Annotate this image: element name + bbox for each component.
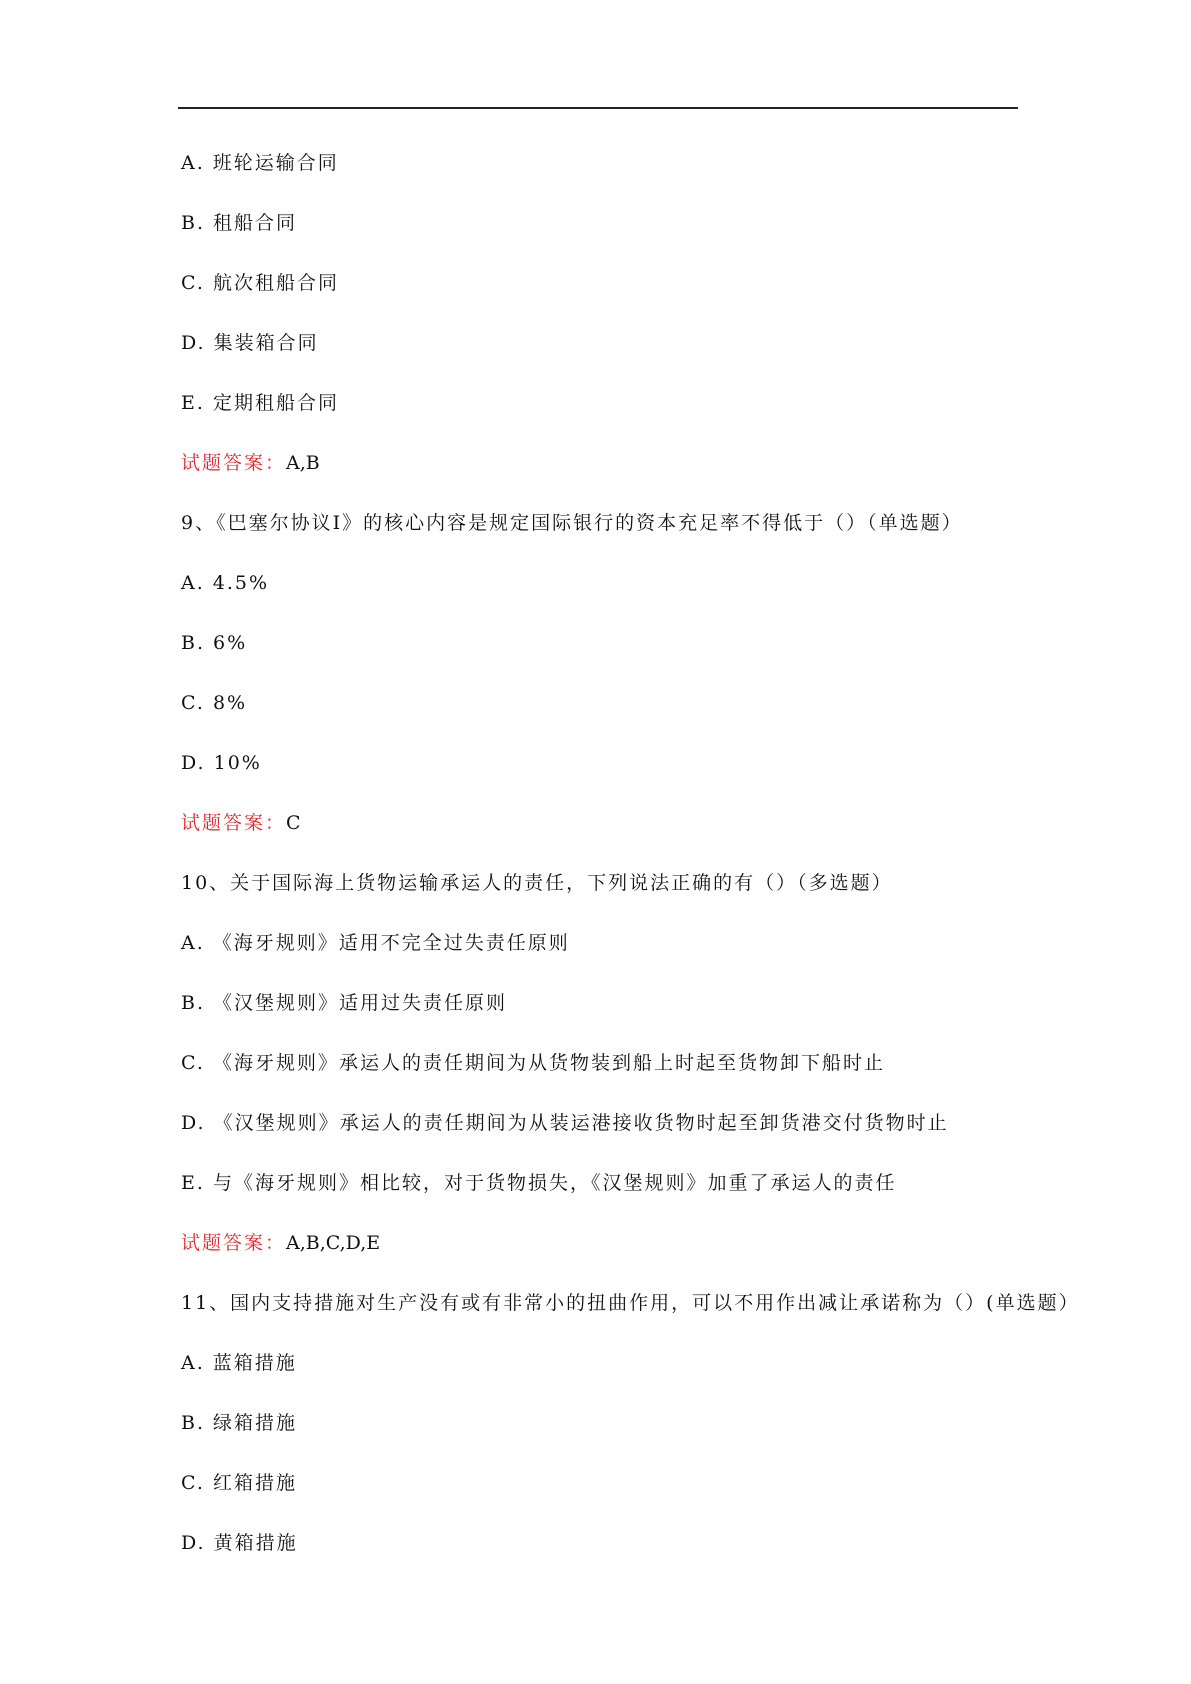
q9-option-d: D. 10% (181, 752, 262, 774)
q9-option-c: C. 8% (181, 692, 248, 714)
q10-option-b: B. 《汉堡规则》适用过失责任原则 (181, 992, 508, 1014)
answer-value: A,B (286, 452, 320, 474)
answer-label: 试题答案： (181, 812, 287, 834)
q10-option-e: E. 与《海牙规则》相比较，对于货物损失，《汉堡规则》加重了承运人的责任 (181, 1172, 897, 1194)
header-rule (178, 107, 1018, 109)
answer-label: 试题答案： (181, 1232, 287, 1254)
q10-answer (181, 1230, 380, 1256)
q9-question: 9、《巴塞尔协议Ⅰ》的核心内容是规定国际银行的资本充足率不得低于（）（单选题） (181, 512, 963, 534)
q8-option-e: E. 定期租船合同 (181, 392, 339, 414)
q11-question: 11、国内支持措施对生产没有或有非常小的扭曲作用，可以不用作出减让承诺称为（）(单选题） (181, 1292, 1080, 1314)
q9-answer (181, 810, 301, 836)
q11-option-c: C. 红箱措施 (181, 1472, 297, 1494)
q8-option-a: A. 班轮运输合同 (181, 152, 339, 174)
q8-option-b: B. 租船合同 (181, 212, 298, 234)
q11-option-a: A. 蓝箱措施 (181, 1352, 297, 1374)
q9-option-b: B. 6% (181, 632, 248, 654)
q8-option-c: C. 航次租船合同 (181, 272, 339, 294)
q10-option-c: C. 《海牙规则》承运人的责任期间为从货物装到船上时起至货物卸下船时止 (181, 1052, 885, 1074)
q10-option-a: A. 《海牙规则》适用不完全过失责任原则 (181, 932, 570, 954)
q8-answer (181, 450, 320, 476)
q10-option-d: D. 《汉堡规则》承运人的责任期间为从装运港接收货物时起至卸货港交付货物时止 (181, 1112, 949, 1134)
answer-value: C (286, 812, 301, 834)
q9-option-a: A. 4.5% (181, 572, 270, 594)
q11-option-b: B. 绿箱措施 (181, 1412, 298, 1434)
answer-label: 试题答案： (181, 452, 287, 474)
answer-value: A,B,C,D,E (286, 1232, 381, 1254)
q8-option-d: D. 集装箱合同 (181, 332, 319, 354)
q10-question: 10、关于国际海上货物运输承运人的责任，下列说法正确的有（）（多选题） (181, 872, 893, 894)
q11-option-d: D. 黄箱措施 (181, 1532, 298, 1554)
